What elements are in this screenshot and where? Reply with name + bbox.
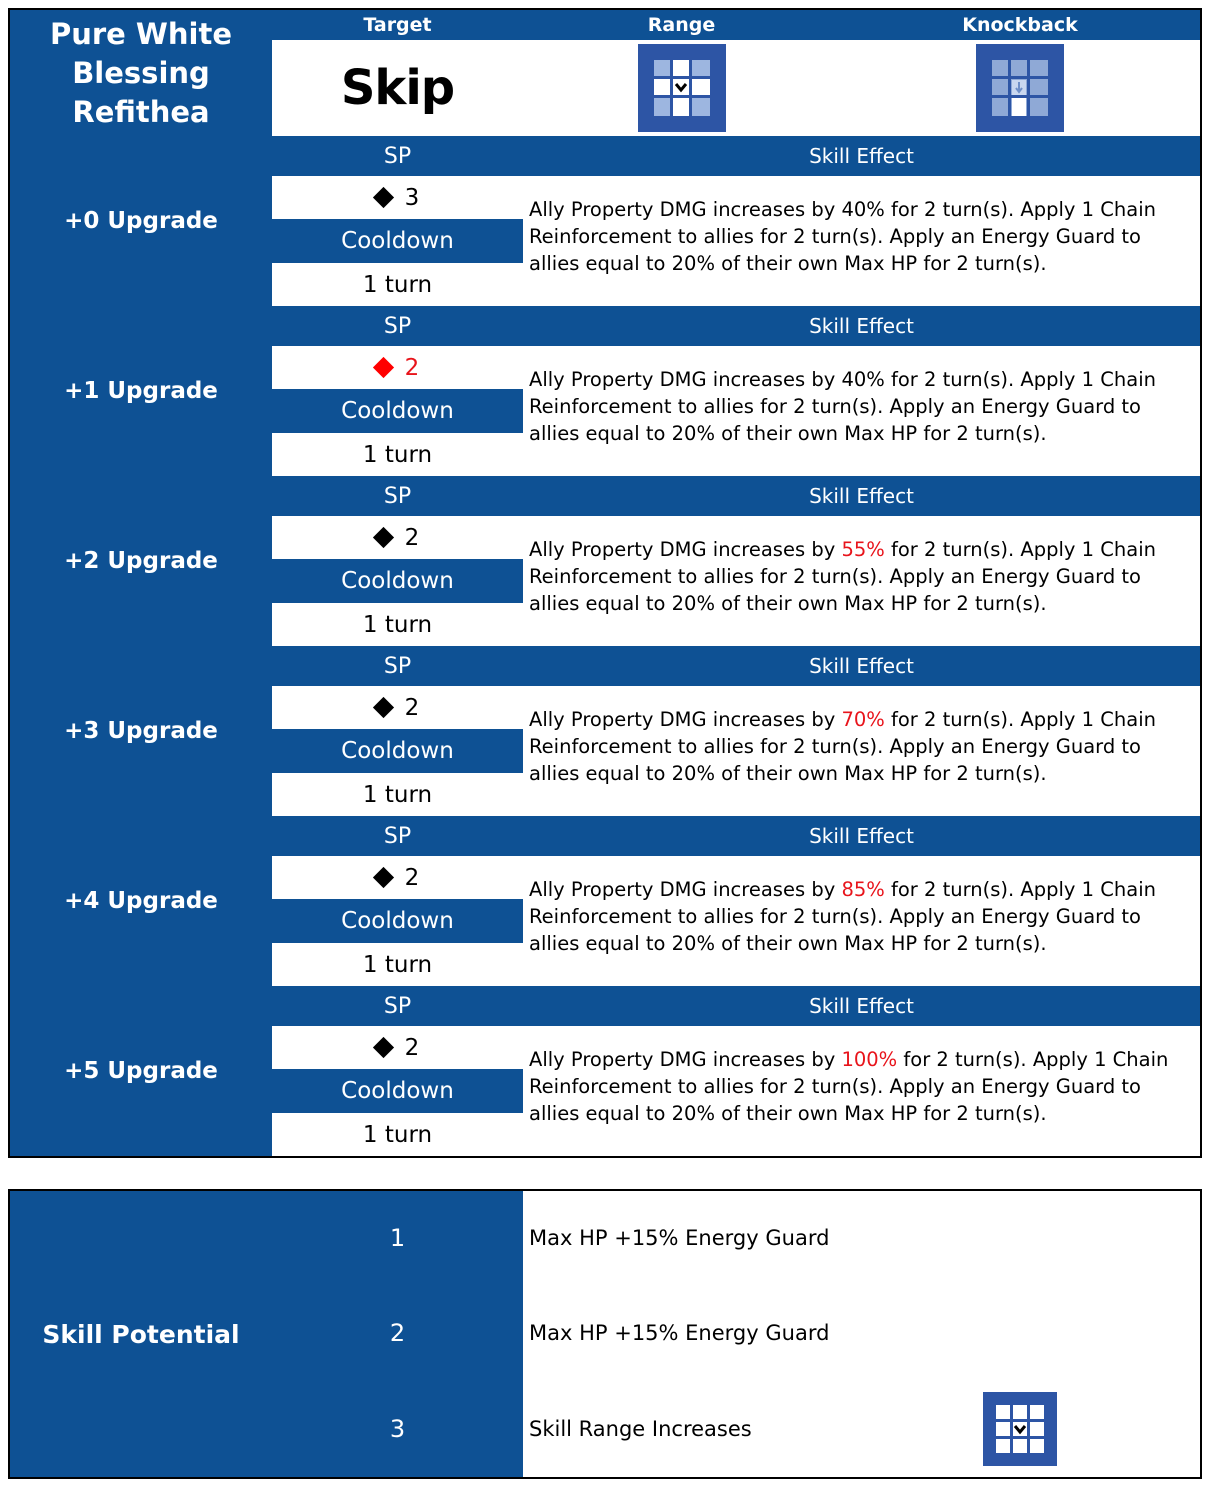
skill-effect-text [523, 346, 1202, 478]
skill-effect-header: Skill Effect [523, 646, 1202, 688]
cooldown-header: Cooldown [272, 559, 525, 605]
cooldown-value: 1 turn [272, 943, 525, 988]
skill-effect-paragraph [529, 1046, 1192, 1137]
sp-header: SP [272, 476, 525, 518]
effect-text-post: for 2 turn(s). Apply 1 Chain Reinforcement to allies for 2 turn(s). Apply an Energy Guard to allies equal to 20% of their own Max HP for 2 turn(s). [529, 707, 1156, 785]
skill-name-text: Pure White Blessing Refithea [49, 16, 233, 129]
potential-text-2: Max HP +15% Energy Guard [523, 1285, 1202, 1383]
cooldown-header: Cooldown [272, 1069, 525, 1115]
sp-header: SP [272, 986, 525, 1028]
knockback-cell [840, 40, 1202, 138]
potential-text-1: Max HP +15% Energy Guard [523, 1189, 1202, 1287]
knockback-grid-icon [976, 44, 1064, 132]
upgrade-label-cell [8, 646, 274, 818]
skill-effect-header: Skill Effect [523, 816, 1202, 858]
sp-value-cell [272, 686, 525, 731]
potential-label [8, 1189, 274, 1479]
skill-effect-paragraph [529, 196, 1192, 287]
sp-header: SP [272, 136, 525, 178]
effect-text-pre: Ally Property DMG increases by [529, 877, 842, 901]
sp-value: 2 [404, 524, 420, 551]
effect-percent: 85% [841, 877, 885, 901]
sp-diamond-icon [373, 357, 394, 378]
effect-text-pre: Ally Property DMG increases by [529, 707, 842, 731]
skill-effect-paragraph [529, 366, 1192, 457]
skill-effect-header: Skill Effect [523, 476, 1202, 518]
upgrade-label-cell [8, 136, 274, 308]
upgrade-label: +5 Upgrade [64, 1058, 218, 1084]
upgrade-label-cell [8, 306, 274, 478]
sp-diamond-icon [373, 527, 394, 548]
skill-effect-text [523, 176, 1202, 308]
sp-value-cell [272, 176, 525, 221]
upgrade-label: +2 Upgrade [64, 548, 218, 574]
skill-effect-text [523, 686, 1202, 818]
target-value: Skip [340, 60, 455, 116]
upgrade-label-cell [8, 476, 274, 648]
range-grid-icon [638, 44, 726, 132]
skill-effect-header: Skill Effect [523, 306, 1202, 348]
sp-header: SP [272, 816, 525, 858]
sp-diamond-icon [373, 187, 394, 208]
potential-icon-cell [840, 1381, 1202, 1479]
effect-text-post: for 2 turn(s). Apply 1 Chain Reinforcement to allies for 2 turn(s). Apply an Energy Guard to allies equal to 20% of their own Max HP for 2 turn(s). [529, 877, 1156, 955]
sp-value: 2 [404, 1034, 420, 1061]
effect-percent: 40% [841, 367, 885, 391]
potential-label-text: Skill Potential [42, 1319, 240, 1349]
cooldown-header: Cooldown [272, 729, 525, 775]
sp-diamond-icon [373, 867, 394, 888]
sp-diamond-icon [373, 697, 394, 718]
upgrade-label: +1 Upgrade [64, 378, 218, 404]
effect-text-post: for 2 turn(s). Apply 1 Chain Reinforcement to allies for 2 turn(s). Apply an Energy Guard to allies equal to 20% of their own Max HP for 2 turn(s). [529, 1047, 1169, 1125]
skill-effect-paragraph [529, 706, 1192, 797]
expanded-range-grid-icon [983, 1392, 1057, 1466]
potential-num-3: 3 [272, 1381, 525, 1479]
skill-effect-text [523, 516, 1202, 648]
upgrade-label: +4 Upgrade [64, 888, 218, 914]
col-header-range: Range [523, 8, 842, 42]
upgrade-label-cell [8, 986, 274, 1158]
effect-text-pre: Ally Property DMG increases by [529, 1047, 842, 1071]
upgrade-label-cell [8, 816, 274, 988]
effect-text-pre: Ally Property DMG increases by [529, 367, 842, 391]
effect-text-pre: Ally Property DMG increases by [529, 197, 842, 221]
effect-percent: 55% [841, 537, 885, 561]
potential-text-3: Skill Range Increases [523, 1381, 842, 1479]
skill-effect-header: Skill Effect [523, 136, 1202, 178]
cooldown-header: Cooldown [272, 389, 525, 435]
sp-diamond-icon [373, 1037, 394, 1058]
sp-header: SP [272, 306, 525, 348]
effect-text-post: for 2 turn(s). Apply 1 Chain Reinforcement to allies for 2 turn(s). Apply an Energy Guard to allies equal to 20% of their own Max HP for 2 turn(s). [529, 367, 1156, 445]
sp-value: 2 [404, 354, 420, 381]
upgrade-label: +3 Upgrade [64, 718, 218, 744]
sp-value-cell [272, 856, 525, 901]
range-cell [523, 40, 842, 138]
target-value-cell [272, 40, 525, 138]
effect-text-pre: Ally Property DMG increases by [529, 537, 842, 561]
effect-percent: 100% [841, 1047, 898, 1071]
cooldown-value: 1 turn [272, 773, 525, 818]
sp-value-cell [272, 346, 525, 391]
effect-percent: 40% [841, 197, 885, 221]
potential-num-2: 2 [272, 1285, 525, 1383]
sp-value: 2 [404, 694, 420, 721]
skill-name [8, 8, 274, 138]
cooldown-header: Cooldown [272, 899, 525, 945]
effect-percent: 70% [841, 707, 885, 731]
skill-effect-text [523, 856, 1202, 988]
skill-effect-text [523, 1026, 1202, 1158]
sp-header: SP [272, 646, 525, 688]
sp-value-cell [272, 1026, 525, 1071]
potential-num-1: 1 [272, 1189, 525, 1287]
col-header-knockback: Knockback [840, 8, 1202, 42]
upgrade-label: +0 Upgrade [64, 208, 218, 234]
sp-value: 3 [404, 184, 420, 211]
cooldown-value: 1 turn [272, 1113, 525, 1158]
sp-value: 2 [404, 864, 420, 891]
cooldown-value: 1 turn [272, 603, 525, 648]
skill-effect-paragraph [529, 876, 1192, 967]
effect-text-post: for 2 turn(s). Apply 1 Chain Reinforcement to allies for 2 turn(s). Apply an Energy Guard to allies equal to 20% of their own Max HP for 2 turn(s). [529, 197, 1156, 275]
cooldown-header: Cooldown [272, 219, 525, 265]
sp-value-cell [272, 516, 525, 561]
cooldown-value: 1 turn [272, 433, 525, 478]
col-header-target: Target [272, 8, 525, 42]
cooldown-value: 1 turn [272, 263, 525, 308]
skill-effect-header: Skill Effect [523, 986, 1202, 1028]
skill-effect-paragraph [529, 536, 1192, 627]
effect-text-post: for 2 turn(s). Apply 1 Chain Reinforcement to allies for 2 turn(s). Apply an Energy Guard to allies equal to 20% of their own Max HP for 2 turn(s). [529, 537, 1156, 615]
